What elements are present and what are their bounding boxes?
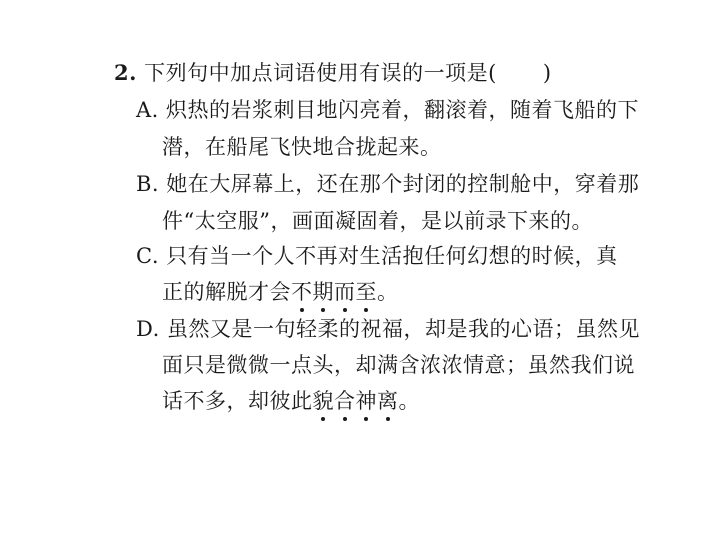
option-a-line-1: [136, 97, 639, 123]
option-d-line-1: [136, 316, 640, 342]
option-d-letter: D.: [136, 317, 160, 341]
question-stem: [114, 60, 552, 86]
option-d-text-2: 面只是微微一点头，却满含浓浓情意；虽然我们说: [162, 353, 635, 377]
emphasis-dot-char: 至: [355, 280, 377, 304]
option-c-line-2: [162, 279, 399, 305]
option-d-text-1: 虽然又是一句轻柔的祝福，却是我的心语；虽然见: [166, 317, 640, 341]
option-c-text-1: 只有当一个人不再对生活抱任何幻想的时候，真: [166, 244, 618, 268]
option-b-text-2: 件“太空服”，画面凝固着，是以前录下来的。: [162, 209, 593, 233]
option-c-line-1: [136, 243, 618, 269]
option-a-letter: A.: [136, 98, 159, 122]
option-a-text-1: 炽热的岩浆刺目地闪亮着，翻滚着，随着飞船的下: [166, 98, 640, 122]
option-c-letter: C.: [136, 244, 159, 268]
option-a-line-2: [162, 134, 442, 160]
emphasis-dot-char: 期: [312, 280, 334, 304]
option-c-dotted-phrase: [291, 280, 377, 304]
option-b-line-2: [162, 208, 593, 234]
option-d-text-3-post: 。: [398, 389, 420, 413]
question-close-paren: ): [542, 61, 552, 85]
option-d-dotted-phrase: [313, 389, 399, 413]
emphasis-dot-char: 离: [377, 389, 399, 413]
option-b-line-1: [136, 171, 639, 197]
option-c-text-2-post: 。: [377, 280, 399, 304]
emphasis-dot-char: 貌: [312, 389, 334, 413]
option-d-line-2: [162, 352, 635, 378]
option-a-text-2: 潜，在船尾飞快地合拢起来。: [162, 135, 442, 159]
option-d-line-3: [162, 388, 420, 414]
emphasis-dot-char: 合: [334, 389, 356, 413]
question-number: 2.: [114, 60, 137, 85]
question-text: 下列句中加点词语使用有误的一项是(: [144, 61, 497, 85]
emphasis-dot-char: 而: [334, 280, 356, 304]
emphasis-dot-char: 不: [291, 280, 313, 304]
option-c-text-2-pre: 正的解脱才会: [162, 280, 291, 304]
option-b-letter: B.: [136, 172, 160, 196]
option-b-text-1: 她在大屏幕上，还在那个封闭的控制舱中，穿着那: [166, 172, 640, 196]
emphasis-dot-char: 神: [355, 389, 377, 413]
option-d-text-3-pre: 话不多，却彼此: [162, 389, 313, 413]
